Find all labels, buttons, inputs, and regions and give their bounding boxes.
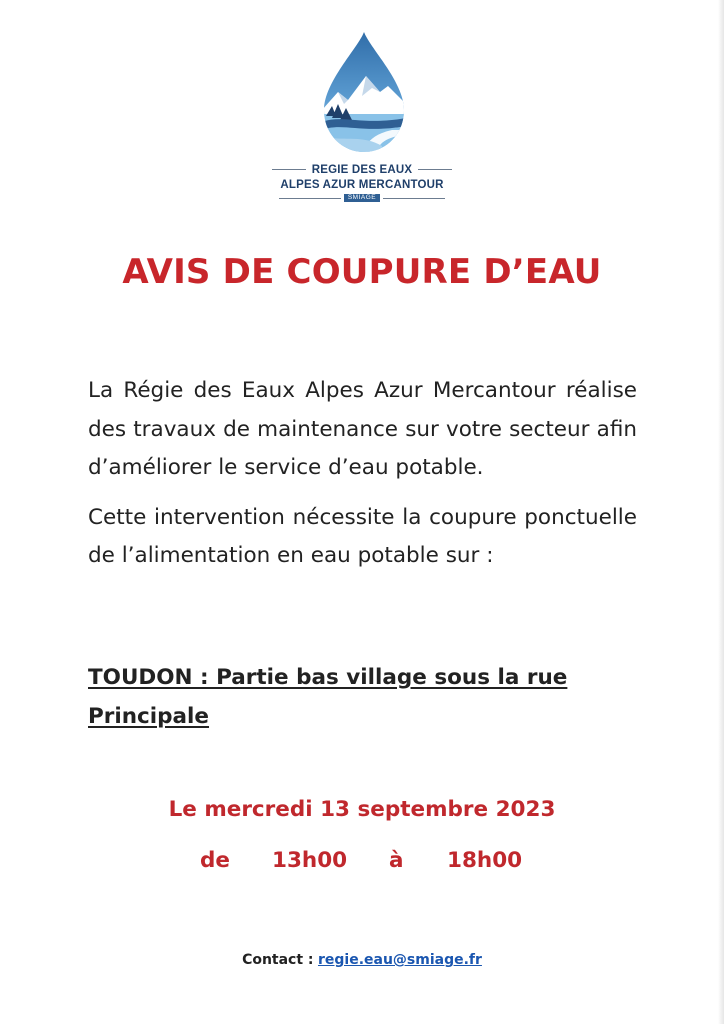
divider [279, 198, 341, 199]
organization-line-2: ALPES AZUR MERCANTOUR [280, 178, 444, 191]
paragraph-interruption: Cette intervention nécessite la coupure ponctuelle de l’alimentation en eau potable sur : [88, 504, 637, 568]
time-to-label: à [389, 848, 404, 873]
end-time: 18h00 [447, 848, 523, 873]
time-from-label: de [200, 848, 230, 873]
organization-name [0, 162, 724, 203]
affected-location: TOUDON : Partie bas village sous la rue Principale [88, 665, 568, 729]
divider [383, 198, 445, 199]
notice-title: AVIS DE COUPURE D’EAU [122, 252, 602, 292]
smiage-badge: SMIAGE [344, 194, 380, 202]
organization-line-1: REGIE DES EAUX [311, 163, 413, 176]
contact-label: Contact : [242, 952, 314, 968]
interruption-date: Le mercredi 13 septembre 2023 [168, 797, 556, 822]
divider [418, 169, 452, 170]
paragraph-maintenance: La Régie des Eaux Alpes Azur Mercantour réalise des travaux de maintenance sur votre secteur afin d’améliorer le service d’eau potable. [88, 378, 637, 480]
contact-line [0, 952, 724, 968]
contact-email-link[interactable]: regie.eau@smiage.fr [317, 952, 482, 968]
notice-body [88, 372, 637, 587]
scan-edge [718, 0, 724, 1024]
start-time: 13h00 [272, 848, 348, 873]
divider [272, 169, 306, 170]
water-drop-mountain-logo [322, 30, 406, 154]
